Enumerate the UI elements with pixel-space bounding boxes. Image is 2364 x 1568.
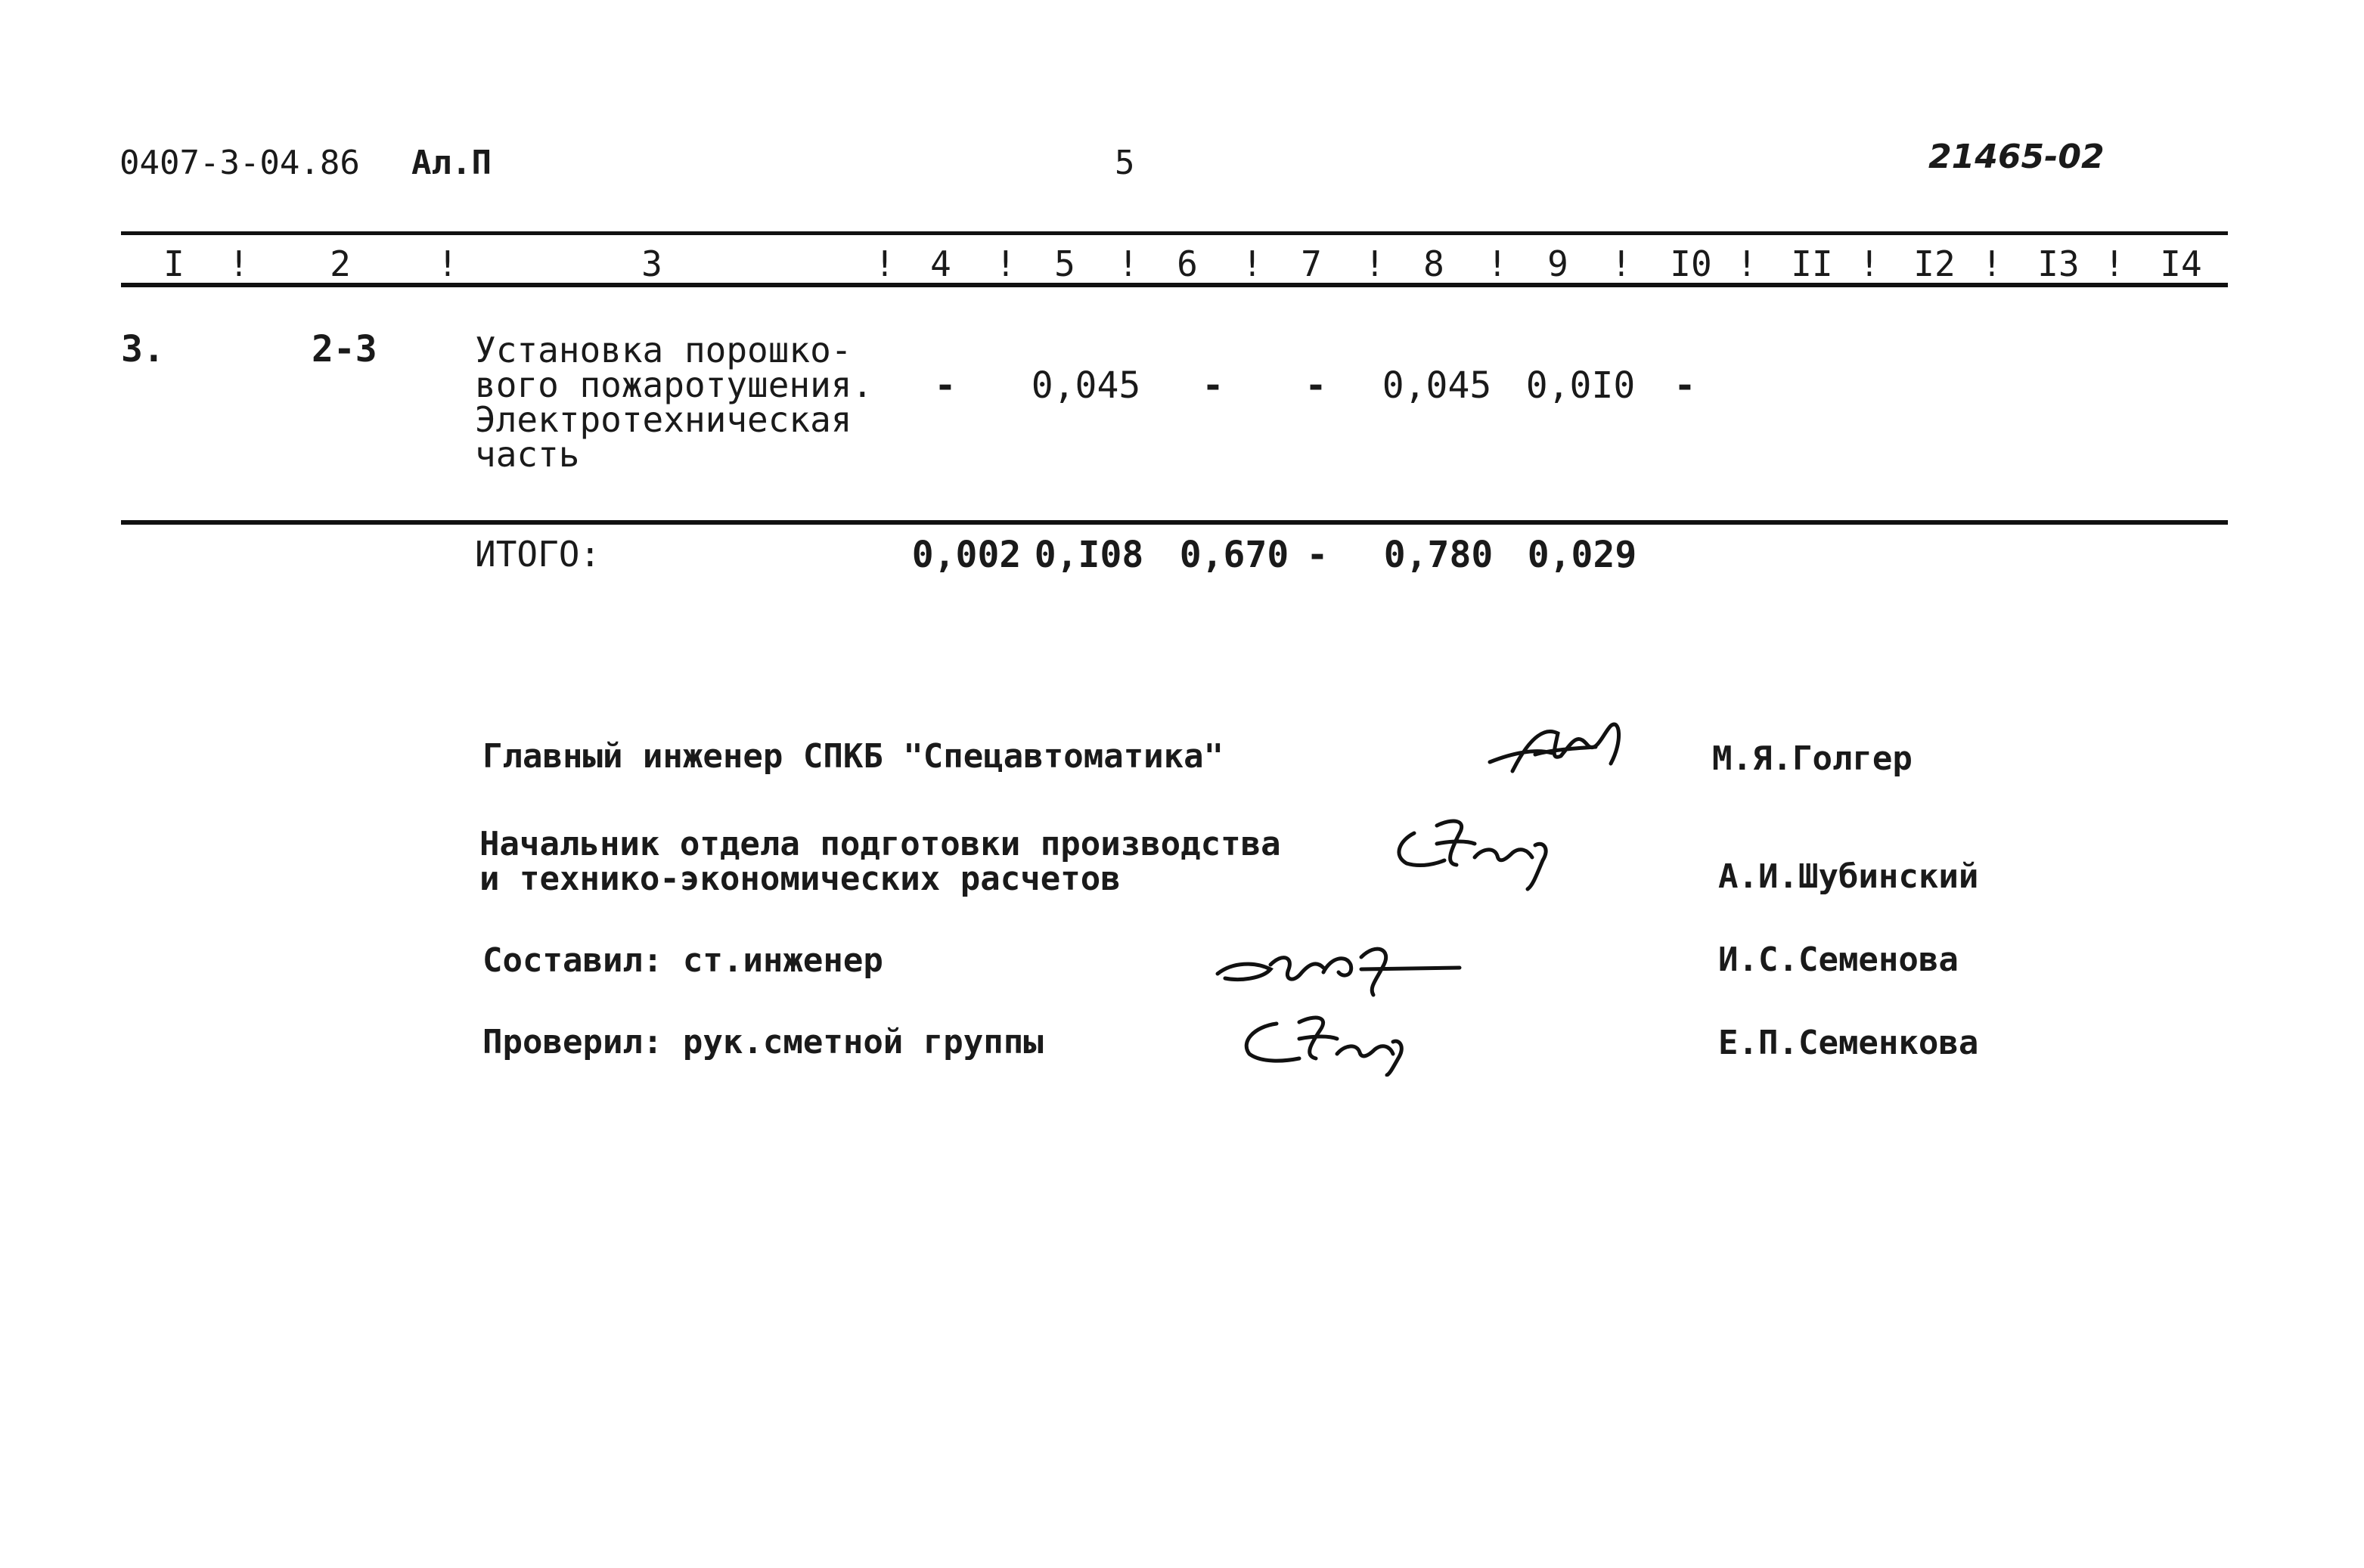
description-line: Установка порошко- — [475, 330, 852, 370]
column-number-13: I3 — [2037, 243, 2080, 284]
column-separator: ! — [874, 243, 895, 284]
row-number: 3. — [121, 328, 165, 370]
column-separator: ! — [1487, 243, 1508, 284]
column-separator: ! — [1242, 243, 1263, 284]
signatory-name: И.С.Семенова — [1718, 940, 1959, 979]
column-separator: ! — [1736, 243, 1757, 284]
row-value-col7: - — [1305, 364, 1327, 407]
description-line: вого пожаротушения. — [475, 364, 873, 405]
handwritten-signature — [1231, 1009, 1428, 1077]
column-number-14: I4 — [2160, 243, 2202, 284]
signatory-title: Составил: ст.инженер — [482, 941, 883, 980]
signatory-title: Главный инженер СПКБ "Спецавтоматика" — [482, 737, 1224, 776]
description-line: Электротехническая — [475, 399, 852, 440]
total-value-col7: - — [1306, 534, 1329, 576]
column-separator: ! — [995, 243, 1016, 284]
column-number-1: I — [163, 243, 185, 284]
column-number-3: 3 — [641, 243, 662, 284]
column-number-5: 5 — [1054, 243, 1075, 284]
column-separator: ! — [1611, 243, 1632, 284]
row-description — [475, 330, 873, 475]
row-code: 2-3 — [312, 328, 377, 370]
row-value-col9: 0,0I0 — [1525, 364, 1636, 407]
signatory-name: М.Я.Голгер — [1712, 739, 1913, 778]
total-value-col5: 0,I08 — [1034, 534, 1144, 576]
signatory-title-line: и технико-экономических расчетов — [479, 860, 1121, 898]
row-value-col10: - — [1674, 364, 1696, 407]
column-separator: ! — [1981, 243, 2003, 284]
handwritten-signature — [1482, 711, 1649, 786]
column-number-11: II — [1791, 243, 1833, 284]
total-value-col4: 0,002 — [911, 534, 1022, 576]
row-value-col8: 0,045 — [1382, 364, 1492, 407]
total-value-col8: 0,780 — [1383, 534, 1494, 576]
column-number-12: I2 — [1913, 243, 1956, 284]
row-value-col5: 0,045 — [1031, 364, 1141, 407]
row-value-col4: - — [934, 364, 957, 407]
signatory-name: А.И.Шубинский — [1718, 857, 1979, 896]
column-separator: ! — [1118, 243, 1139, 284]
table-top-rule — [121, 231, 2228, 235]
column-separator: ! — [1859, 243, 1880, 284]
column-number-2: 2 — [330, 243, 351, 284]
signatory-title-line: Начальник отдела подготовки производства — [479, 825, 1281, 863]
column-number-6: 6 — [1177, 243, 1198, 284]
column-separator: ! — [1364, 243, 1385, 284]
column-separator: ! — [2104, 243, 2125, 284]
page-number: 5 — [1115, 144, 1135, 182]
description-line: часть — [475, 434, 580, 475]
archive-number: 21465-02 — [1928, 138, 2105, 176]
column-number-4: 4 — [930, 243, 951, 284]
column-number-8: 8 — [1423, 243, 1444, 284]
column-separator: ! — [228, 243, 250, 284]
total-value-col9: 0,029 — [1527, 534, 1637, 576]
signatory-title — [479, 827, 1281, 897]
handwritten-signature — [1210, 934, 1467, 1002]
album-label: Ал.П — [411, 144, 492, 182]
handwritten-signature — [1384, 810, 1581, 894]
signatory-name: Е.П.Семенкова — [1718, 1024, 1979, 1062]
total-label: ИТОГО: — [475, 534, 601, 575]
column-number-9: 9 — [1547, 243, 1568, 284]
row-bottom-rule — [121, 520, 2228, 525]
column-separator: ! — [437, 243, 458, 284]
row-value-col6: - — [1202, 364, 1224, 407]
total-value-col6: 0,670 — [1179, 534, 1289, 576]
column-number-7: 7 — [1301, 243, 1322, 284]
column-number-10: I0 — [1670, 243, 1712, 284]
signatory-title: Проверил: рук.сметной группы — [482, 1023, 1044, 1061]
document-code: 0407-3-04.86 — [119, 144, 360, 182]
